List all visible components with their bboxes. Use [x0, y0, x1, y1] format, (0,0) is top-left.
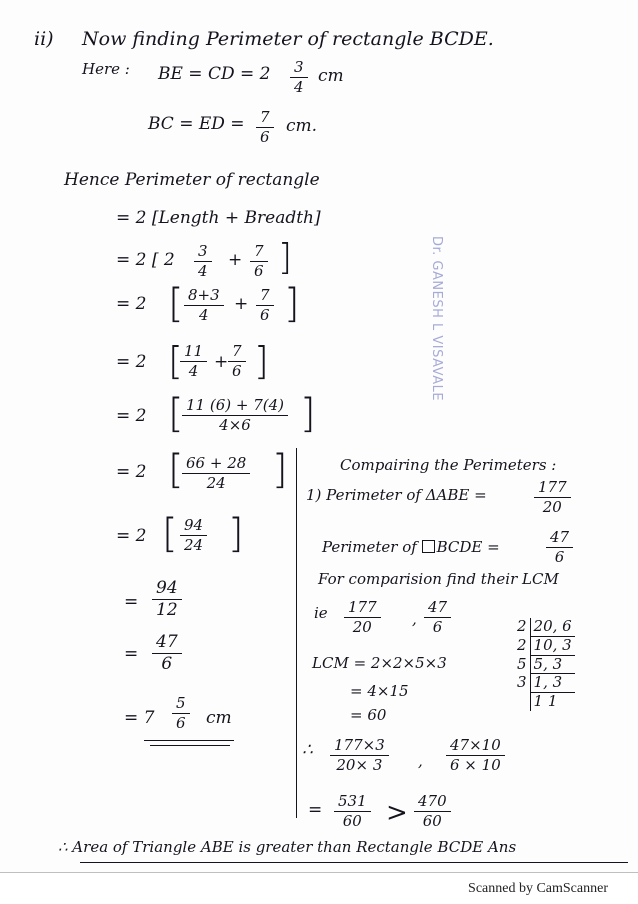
- result-frac-b: [414, 794, 451, 829]
- step-1: = 2 [Length + Breadth]: [116, 208, 321, 228]
- perimeter-bcde-frac: [546, 530, 573, 565]
- lcm-values: 1, 3: [530, 674, 575, 693]
- step-5-frac: [182, 398, 288, 433]
- lcm-row: [514, 655, 575, 674]
- perimeter-abe-den: 20: [542, 498, 562, 516]
- lcm-divisor: 2: [514, 618, 530, 636]
- step-6-den: 24: [206, 474, 226, 492]
- be-num: 3: [294, 58, 304, 76]
- step-7-bracket-close: ]: [228, 511, 244, 557]
- perimeter-abe-frac: [534, 480, 571, 515]
- step-2-den-b: 6: [254, 262, 264, 280]
- ie-frac-a: [344, 600, 381, 635]
- lcm-divisor: 2: [514, 636, 530, 655]
- step-4-frac-a: [180, 344, 207, 379]
- step-4-frac-b: [228, 344, 246, 379]
- step-7-prefix: = 2: [116, 526, 147, 546]
- ie-den-b: 6: [432, 618, 443, 636]
- step-9-prefix: =: [124, 644, 139, 664]
- step-9-frac: [152, 634, 182, 673]
- step-4-prefix: = 2: [116, 352, 147, 372]
- step-2-plus: +: [228, 250, 243, 270]
- perimeter-bcde-label: [322, 540, 500, 555]
- lcm-values: 5, 3: [530, 655, 575, 674]
- step-7-num: 94: [184, 516, 204, 534]
- step-6-prefix: = 2: [116, 462, 147, 482]
- step-7-den: 24: [184, 536, 204, 554]
- step-7-frac: [180, 518, 207, 553]
- therefore-symbol: ∴: [302, 740, 313, 760]
- result-equals: =: [308, 800, 323, 820]
- lcm-divisor: [514, 693, 530, 711]
- bc-num: 7: [260, 108, 270, 126]
- bc-den: 6: [260, 128, 270, 146]
- step-4-plus: +: [214, 352, 229, 372]
- lcm-values: 10, 3: [530, 636, 575, 655]
- scan-footer: [0, 872, 638, 904]
- step-10-den: 6: [176, 714, 186, 732]
- step-3-den-a: 4: [199, 306, 209, 324]
- step-4-bracket-open: [: [168, 339, 183, 383]
- be-unit: cm: [318, 66, 344, 86]
- bc-equation: BC = ED =: [148, 114, 245, 134]
- lcm-note: For comparision find their LCM: [318, 570, 559, 588]
- step-8-den: 12: [156, 600, 178, 620]
- compare-heading: Compairing the Perimeters :: [340, 456, 557, 474]
- scanned-by-label: Scanned by CamScanner: [468, 881, 608, 896]
- step-6-bracket-close: ]: [272, 447, 288, 493]
- here-label: Here :: [82, 60, 130, 78]
- square-symbol-icon: [422, 540, 435, 553]
- step-4-den-b: 6: [232, 362, 242, 380]
- result-num-a: 531: [338, 792, 367, 810]
- step-8-frac: [152, 580, 182, 619]
- step-8-prefix: =: [124, 592, 139, 612]
- perimeter-abe-label: 1) Perimeter of ΔABE =: [306, 486, 487, 504]
- step-3-frac-b: [256, 288, 274, 323]
- step-2-num-a: 3: [198, 242, 208, 260]
- step-2-frac-a: [194, 244, 212, 279]
- step-3-frac-a: [184, 288, 224, 323]
- lcm-divisor: 5: [514, 655, 530, 674]
- step-6-frac: [182, 456, 250, 491]
- step-4-num-b: 7: [232, 342, 242, 360]
- perimeter-bcde-den: 6: [554, 548, 565, 566]
- lcm-row: [514, 618, 575, 636]
- step-2-prefix: = 2 [ 2: [116, 250, 175, 270]
- perimeter-bcde-num: 47: [550, 528, 570, 546]
- convert-frac-a: [330, 738, 389, 773]
- step-5-prefix: = 2: [116, 406, 147, 426]
- step-5-num: 11 (6) + 7(4): [186, 396, 284, 414]
- step-3-bracket-close: ]: [284, 281, 300, 327]
- result-num-b: 470: [418, 792, 447, 810]
- lcm-values: 1 1: [533, 692, 558, 710]
- bc-unit: cm.: [286, 116, 318, 136]
- step-2-bracket: ]: [278, 237, 293, 278]
- step-9-den: 6: [161, 654, 173, 674]
- lcm-line-1: LCM = 2×2×5×3: [312, 654, 447, 672]
- convert-frac-b: [446, 738, 505, 773]
- step-3-plus: +: [234, 294, 249, 314]
- step-10-num: 5: [176, 694, 186, 712]
- ie-frac-b: [424, 600, 451, 635]
- convert-num-b: 47×10: [450, 736, 501, 754]
- answer-underline: [144, 740, 234, 741]
- result-frac-a: [334, 794, 371, 829]
- step-6-num: 66 + 28: [186, 454, 247, 472]
- lcm-line-3: = 60: [350, 706, 387, 724]
- ie-num-b: 47: [428, 598, 448, 616]
- step-2-frac-b: [250, 244, 268, 279]
- watermark-stamp: [395, 232, 505, 402]
- convert-den-b: 6 × 10: [450, 756, 501, 774]
- step-2-den-a: 4: [198, 262, 208, 280]
- step-5-den: 4×6: [219, 416, 251, 434]
- greater-than-symbol: >: [386, 798, 408, 828]
- step-3-num-a: 8+3: [188, 286, 220, 304]
- lcm-row: [514, 636, 575, 655]
- step-8-num: 94: [156, 578, 178, 598]
- conclusion-underline: [80, 862, 628, 863]
- lcm-row: [514, 693, 575, 711]
- convert-num-a: 177×3: [334, 736, 385, 754]
- step-4-den-a: 4: [188, 362, 199, 380]
- step-10-unit: cm: [206, 708, 232, 728]
- be-den: 4: [294, 78, 304, 96]
- ie-comma: ,: [412, 610, 417, 628]
- answer-underline-2: [150, 745, 230, 746]
- step-5-bracket-open: [: [168, 391, 184, 437]
- step-3-den-b: 6: [260, 306, 270, 324]
- be-equation: BE = CD = 2: [158, 64, 271, 84]
- step-3-num-b: 7: [260, 286, 270, 304]
- part-number: ii): [34, 28, 54, 50]
- lcm-row: [514, 674, 575, 693]
- step-5-bracket-close: ]: [300, 391, 316, 437]
- bc-fraction: [256, 110, 274, 145]
- step-9-num: 47: [156, 632, 178, 652]
- convert-comma: ,: [418, 752, 423, 770]
- part-title: Now finding Perimeter of rectangle BCDE.: [82, 28, 494, 50]
- ie-label: ie: [314, 604, 328, 622]
- step-10-frac: [172, 696, 190, 731]
- hence-line: Hence Perimeter of rectangle: [64, 170, 320, 190]
- lcm-division-table: [514, 618, 575, 711]
- step-4-bracket-close: ]: [254, 339, 269, 383]
- perimeter-bcde-shape: BCDE =: [436, 538, 500, 556]
- step-3-prefix: = 2: [116, 294, 147, 314]
- step-10-prefix: = 7: [124, 708, 155, 728]
- be-fraction: [290, 60, 308, 95]
- lcm-values: 20, 6: [533, 617, 572, 635]
- perimeter-bcde-text: Perimeter of: [322, 538, 417, 556]
- lcm-line-2: = 4×15: [350, 682, 409, 700]
- result-den-a: 60: [342, 812, 362, 830]
- step-4-num-a: 11: [184, 342, 204, 360]
- step-7-bracket-open: [: [162, 511, 178, 557]
- ie-num-a: 177: [348, 598, 377, 616]
- result-den-b: 60: [422, 812, 442, 830]
- watermark-text: Dr. GANESH L VISAVALE: [429, 236, 444, 402]
- convert-den-a: 20× 3: [336, 756, 383, 774]
- step-3-bracket-open: [: [168, 281, 184, 327]
- step-2-num-b: 7: [254, 242, 264, 260]
- ie-den-a: 20: [352, 618, 372, 636]
- step-6-bracket-open: [: [168, 447, 184, 493]
- conclusion-line: ∴ Area of Triangle ABE is greater than Rectangle BCDE Ans: [58, 838, 517, 856]
- perimeter-abe-num: 177: [538, 478, 567, 496]
- lcm-divisor: 3: [514, 674, 530, 693]
- column-divider: [296, 448, 297, 818]
